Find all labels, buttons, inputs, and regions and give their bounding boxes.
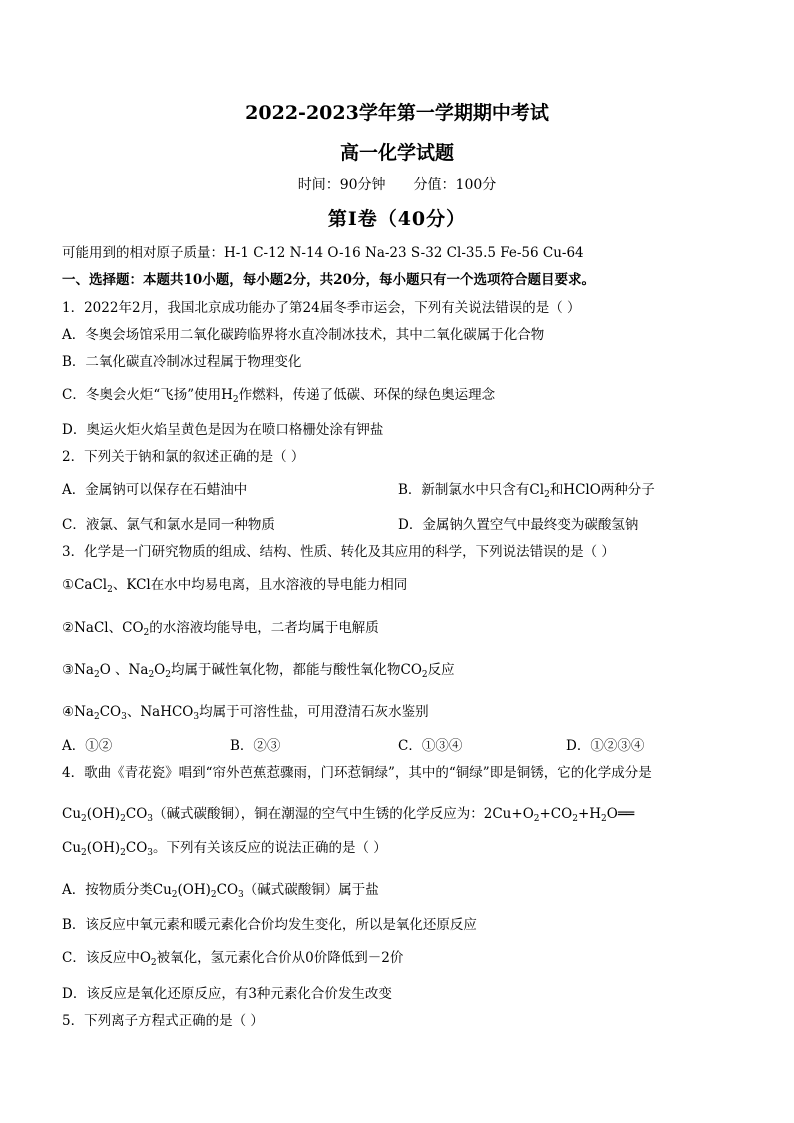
q1-stem: 1．2022年2月，我国北京成功能办了第24届冬季市运会，下列有关说法错误的是（ ） bbox=[62, 300, 581, 316]
q4-stem-line1: 4．歌曲《青花瓷》唱到“帘外芭蕉惹骤雨，门环惹铜绿”，其中的“铜绿”即是铜锈，它的化学成分是 bbox=[62, 765, 652, 781]
q2-stem: 2．下列关于钠和氯的叙述正确的是（ ） bbox=[62, 449, 305, 465]
q2-option-d: D．金属钠久置空气中最终变为碳酸氢钠 bbox=[398, 517, 639, 533]
atomic-masses: 可能用到的相对原子质量：H-1 C-12 N-14 O-16 Na-23 S-32 Cl-35.5 Fe-56 Cu-64 bbox=[62, 245, 584, 261]
q4-option-d: D．该反应是氧化还原反应，有3种元素化合价发生改变 bbox=[62, 986, 392, 1002]
time-info: 时间：90分钟 bbox=[297, 177, 386, 193]
q1-option-c: C．冬奥会火炬“飞扬”使用$H_2$作燃料，传递了低碳、环保的绿色奥运理念 bbox=[62, 387, 496, 405]
q3-stem: 3．化学是一门研究物质的组成、结构、性质、转化及其应用的科学，下列说法错误的是（ ） bbox=[62, 544, 615, 560]
q4-stem-line2: $Cu_2(OH)_2CO_3$（碱式碳酸铜），铜在潮湿的空气中生锈的化学反应为：$2Cu+O_2+CO_2+H_2O══$ bbox=[62, 806, 635, 824]
q3-option-c: C．①③④ bbox=[398, 738, 463, 754]
q1-option-d: D．奥运火炬火焰呈黄色是因为在喷口格栅处涂有钾盐 bbox=[62, 422, 384, 438]
q4-stem-line3: $Cu_2(OH)_2CO_3$。下列有关该反应的说法正确的是（ ） bbox=[62, 840, 387, 858]
q2-option-c: C．液氯、氯气和氯水是同一种物质 bbox=[62, 517, 275, 533]
q3-statement-4: $④Na_2CO_3$、NaHCO$_3$均属于可溶性盐，可用澄清石灰水鉴别 bbox=[62, 704, 429, 722]
score-info: 分值：100分 bbox=[413, 177, 497, 193]
q3-option-d: D．①②③④ bbox=[566, 738, 645, 754]
q2-option-a: A．金属钠可以保存在石蜡油中 bbox=[62, 482, 248, 498]
q1-option-b: B．二氧化碳直冷制冰过程属于物理变化 bbox=[62, 354, 302, 370]
q2-option-b: B．新制氯水中只含有$Cl_2$和HClO两种分子 bbox=[398, 482, 655, 500]
q1-option-a: A．冬奥会场馆采用二氧化碳跨临界将水直冷制冰技术，其中二氧化碳属于化合物 bbox=[62, 327, 545, 343]
exam-subject: 高一化学试题 bbox=[339, 142, 454, 164]
q5-stem: 5．下列离子方程式正确的是（ ） bbox=[62, 1013, 264, 1029]
q3-statement-1: ①CaCl$_2$、KCl在水中均易电离，且水溶液的导电能力相同 bbox=[62, 577, 408, 595]
exam-title: 2022-2023学年第一学期期中考试 bbox=[245, 102, 549, 124]
q3-statement-2: ②NaCl、$CO_2$的水溶液均能导电，二者均属于电解质 bbox=[62, 620, 379, 638]
exam-info bbox=[0, 174, 794, 194]
q3-statement-3: $③Na_2O$ 、$Na_2O_2$均属于碱性氧化物，都能与酸性氧化物$CO_2$反应 bbox=[62, 662, 455, 680]
q4-option-a: A．按物质分类$Cu_2(OH)_2CO_3$（碱式碳酸铜）属于盐 bbox=[62, 882, 379, 900]
q4-option-b: B．该反应中氧元素和暖元素化合价均发生变化，所以是氧化还原反应 bbox=[62, 917, 477, 933]
q3-option-a: A．①② bbox=[62, 738, 113, 754]
q3-option-b: B．②③ bbox=[230, 738, 281, 754]
q4-option-c: C．该反应中$O_2$被氧化，氢元素化合价从0价降低到－2价 bbox=[62, 950, 404, 968]
section-heading: 一、选择题：本题共10小题，每小题2分，共20分，每小题只有一个选项符合题目要求。 bbox=[62, 272, 595, 288]
part-heading: 第Ⅰ卷（40分） bbox=[327, 208, 467, 230]
